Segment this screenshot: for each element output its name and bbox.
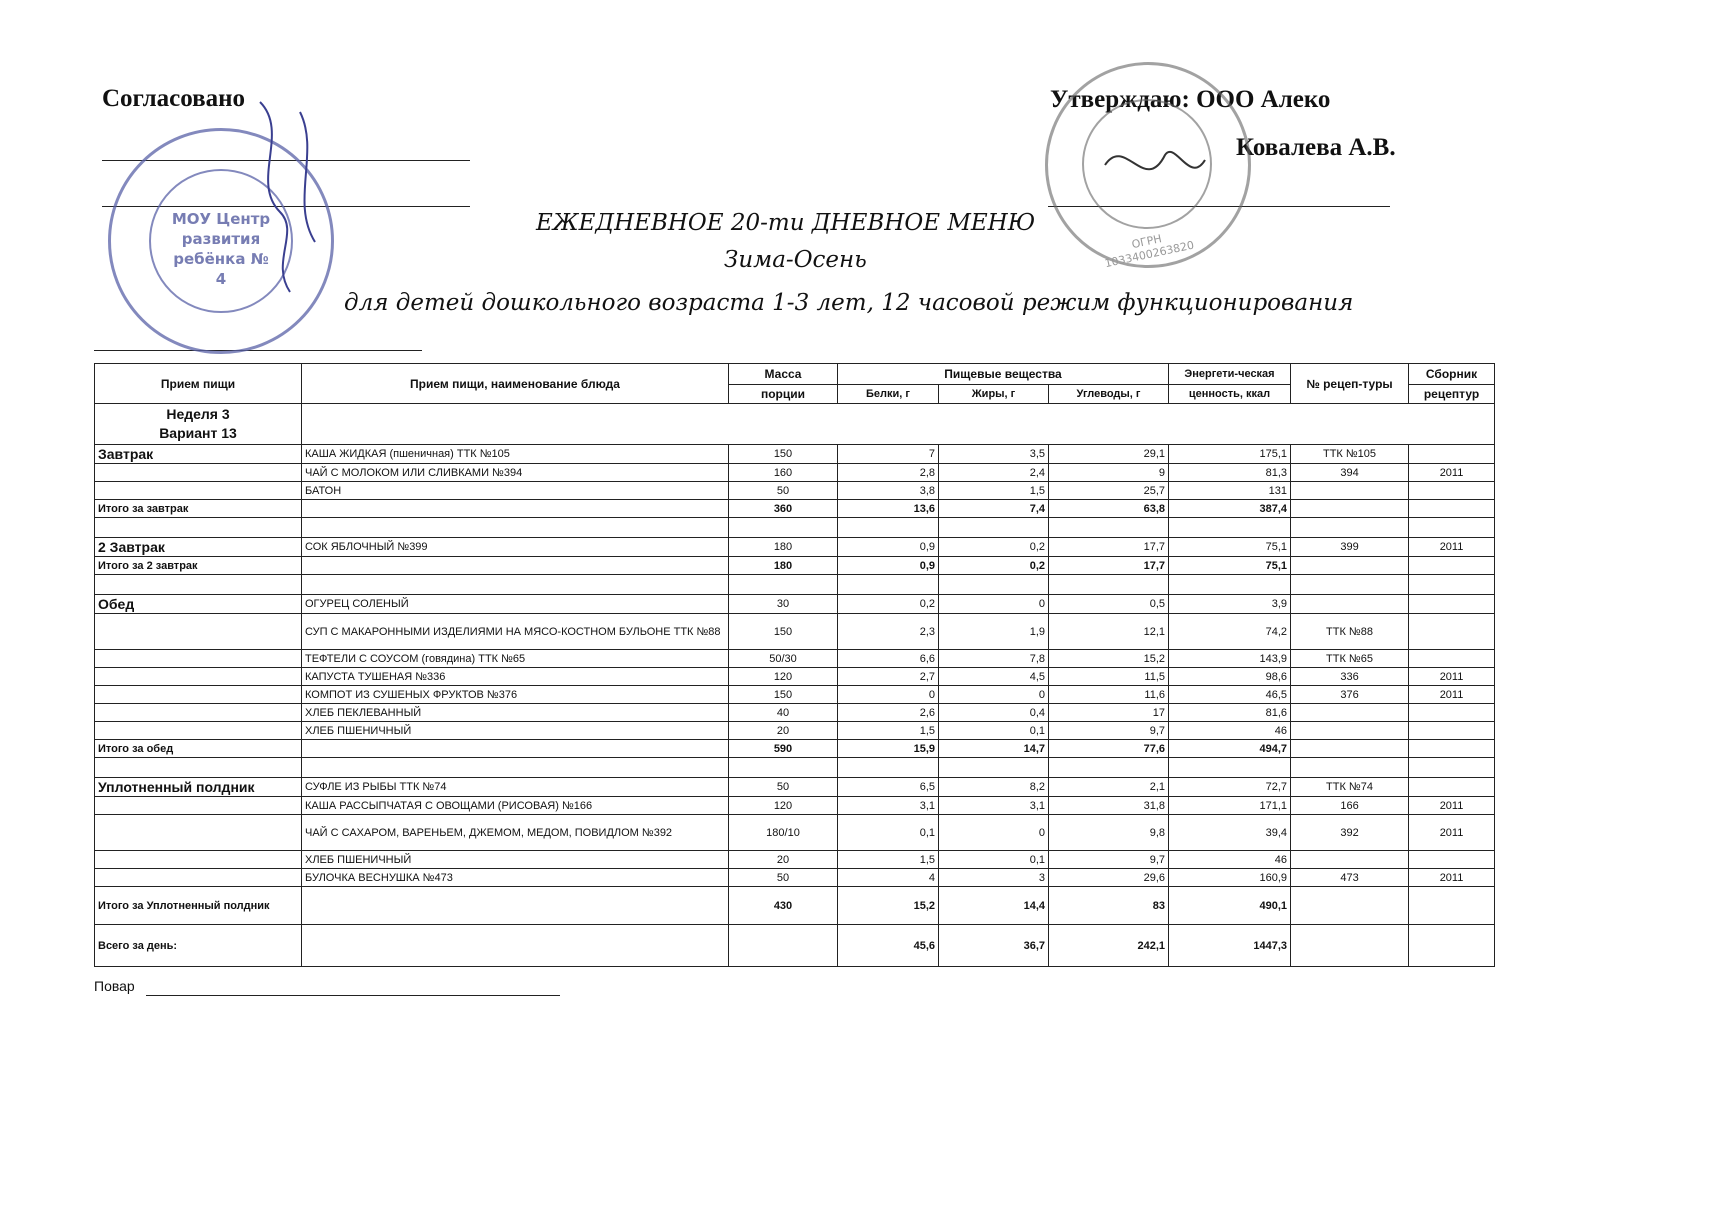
protein-cell: 15,9 bbox=[838, 740, 939, 758]
recipe-cell: 392 bbox=[1291, 815, 1409, 851]
mass-cell: 360 bbox=[729, 500, 838, 518]
recipe-cell bbox=[1291, 500, 1409, 518]
energy-cell: 171,1 bbox=[1169, 797, 1291, 815]
spacer-row bbox=[95, 758, 1495, 778]
meal-cell: Всего за день: bbox=[95, 925, 302, 967]
meal-cell bbox=[95, 614, 302, 650]
energy-cell: 160,9 bbox=[1169, 869, 1291, 887]
fat-cell: 1,9 bbox=[939, 614, 1049, 650]
recipe-cell: 166 bbox=[1291, 797, 1409, 815]
collection-cell bbox=[1409, 614, 1495, 650]
protein-cell: 0,2 bbox=[838, 595, 939, 614]
fat-cell: 0 bbox=[939, 686, 1049, 704]
fat-cell: 14,4 bbox=[939, 887, 1049, 925]
carbs-cell: 11,5 bbox=[1049, 668, 1169, 686]
dish-cell: ХЛЕБ ПШЕНИЧНЫЙ bbox=[302, 722, 729, 740]
protein-cell: 7 bbox=[838, 445, 939, 464]
recipe-cell bbox=[1291, 887, 1409, 925]
col-energy-header: Энергети-ческая bbox=[1169, 364, 1291, 385]
mass-cell: 50 bbox=[729, 778, 838, 797]
meal-cell bbox=[95, 722, 302, 740]
dish-cell: ХЛЕБ ПЕКЛЕВАННЫЙ bbox=[302, 704, 729, 722]
fat-cell: 0,1 bbox=[939, 851, 1049, 869]
protein-cell: 13,6 bbox=[838, 500, 939, 518]
col-protein-header: Белки, г bbox=[838, 385, 939, 404]
energy-cell: 46 bbox=[1169, 851, 1291, 869]
mass-cell: 430 bbox=[729, 887, 838, 925]
energy-cell: 39,4 bbox=[1169, 815, 1291, 851]
meal-cell bbox=[95, 464, 302, 482]
dish-cell bbox=[302, 500, 729, 518]
mass-cell bbox=[729, 925, 838, 967]
carbs-cell: 17,7 bbox=[1049, 557, 1169, 575]
cook-label: Повар bbox=[94, 978, 135, 994]
carbs-cell: 2,1 bbox=[1049, 778, 1169, 797]
collection-cell bbox=[1409, 704, 1495, 722]
mass-cell: 150 bbox=[729, 445, 838, 464]
fat-cell: 0,2 bbox=[939, 557, 1049, 575]
fat-cell: 8,2 bbox=[939, 778, 1049, 797]
meal-cell bbox=[95, 704, 302, 722]
collection-cell: 2011 bbox=[1409, 668, 1495, 686]
collection-cell bbox=[1409, 482, 1495, 500]
col-recipe-header: № рецеп-туры bbox=[1291, 364, 1409, 404]
stamp-text: МОУ Центр развития ребёнка № 4 bbox=[171, 210, 271, 288]
week-cell bbox=[95, 404, 302, 445]
meal-cell: Обед bbox=[95, 595, 302, 614]
mass-cell: 160 bbox=[729, 464, 838, 482]
protein-cell: 6,5 bbox=[838, 778, 939, 797]
recipe-cell: 394 bbox=[1291, 464, 1409, 482]
total-row bbox=[95, 925, 1495, 967]
collection-cell bbox=[1409, 445, 1495, 464]
meal-cell bbox=[95, 797, 302, 815]
table-row bbox=[95, 704, 1495, 722]
col-mass-header-2: порции bbox=[729, 385, 838, 404]
table-row bbox=[95, 851, 1495, 869]
table-row bbox=[95, 686, 1495, 704]
dish-cell: БУЛОЧКА ВЕСНУШКА №473 bbox=[302, 869, 729, 887]
dish-cell: ХЛЕБ ПШЕНИЧНЫЙ bbox=[302, 851, 729, 869]
col-carbs-header: Углеводы, г bbox=[1049, 385, 1169, 404]
fat-cell: 3 bbox=[939, 869, 1049, 887]
document-subtitle: для детей дошкольного возраста 1-3 лет, 12 часовой режим функционирования bbox=[344, 290, 1354, 316]
table-row bbox=[95, 445, 1495, 464]
meal-cell bbox=[95, 686, 302, 704]
mass-cell: 40 bbox=[729, 704, 838, 722]
carbs-cell: 77,6 bbox=[1049, 740, 1169, 758]
protein-cell: 3,1 bbox=[838, 797, 939, 815]
mass-cell: 50 bbox=[729, 869, 838, 887]
protein-cell: 45,6 bbox=[838, 925, 939, 967]
total-row bbox=[95, 740, 1495, 758]
fat-cell: 7,4 bbox=[939, 500, 1049, 518]
dish-cell: СУП С МАКАРОННЫМИ ИЗДЕЛИЯМИ НА МЯСО-КОСТНОМ БУЛЬОНЕ ТТК №88 bbox=[302, 614, 729, 650]
protein-cell: 1,5 bbox=[838, 722, 939, 740]
carbs-cell: 9,7 bbox=[1049, 722, 1169, 740]
fat-cell: 36,7 bbox=[939, 925, 1049, 967]
dish-cell bbox=[302, 887, 729, 925]
dish-cell bbox=[302, 925, 729, 967]
fat-cell: 3,5 bbox=[939, 445, 1049, 464]
agreed-label: Согласовано bbox=[102, 85, 246, 112]
energy-cell: 490,1 bbox=[1169, 887, 1291, 925]
fat-cell: 4,5 bbox=[939, 668, 1049, 686]
mass-cell: 180 bbox=[729, 557, 838, 575]
collection-cell bbox=[1409, 557, 1495, 575]
protein-cell: 6,6 bbox=[838, 650, 939, 668]
signature-scribble bbox=[230, 92, 350, 332]
fat-cell: 0 bbox=[939, 595, 1049, 614]
approver-name: Ковалева А.В. bbox=[1236, 134, 1396, 161]
recipe-cell bbox=[1291, 595, 1409, 614]
meal-cell bbox=[95, 650, 302, 668]
protein-cell: 2,3 bbox=[838, 614, 939, 650]
recipe-cell bbox=[1291, 704, 1409, 722]
carbs-cell: 0,5 bbox=[1049, 595, 1169, 614]
fat-cell: 2,4 bbox=[939, 464, 1049, 482]
energy-cell: 72,7 bbox=[1169, 778, 1291, 797]
col-fat-header: Жиры, г bbox=[939, 385, 1049, 404]
carbs-cell: 29,6 bbox=[1049, 869, 1169, 887]
collection-cell bbox=[1409, 778, 1495, 797]
fat-cell: 0,1 bbox=[939, 722, 1049, 740]
meal-cell: Уплотненный полдник bbox=[95, 778, 302, 797]
recipe-cell bbox=[1291, 557, 1409, 575]
dish-cell: ЧАЙ С МОЛОКОМ ИЛИ СЛИВКАМИ №394 bbox=[302, 464, 729, 482]
stamp-text: ОГРН 1033400263820 bbox=[1103, 232, 1196, 271]
collection-cell: 2011 bbox=[1409, 538, 1495, 557]
carbs-cell: 31,8 bbox=[1049, 797, 1169, 815]
total-row bbox=[95, 500, 1495, 518]
recipe-cell: 376 bbox=[1291, 686, 1409, 704]
mass-cell: 20 bbox=[729, 851, 838, 869]
collection-cell: 2011 bbox=[1409, 815, 1495, 851]
carbs-cell: 29,1 bbox=[1049, 445, 1169, 464]
col-nutrients-header: Пищевые вещества bbox=[838, 364, 1169, 385]
mass-cell: 30 bbox=[729, 595, 838, 614]
energy-cell: 387,4 bbox=[1169, 500, 1291, 518]
collection-cell bbox=[1409, 595, 1495, 614]
meal-cell bbox=[95, 815, 302, 851]
carbs-cell: 83 bbox=[1049, 887, 1169, 925]
protein-cell: 2,6 bbox=[838, 704, 939, 722]
carbs-cell: 242,1 bbox=[1049, 925, 1169, 967]
dish-cell: СОК ЯБЛОЧНЫЙ №399 bbox=[302, 538, 729, 557]
recipe-cell: 399 bbox=[1291, 538, 1409, 557]
col-dish-header: Прием пищи, наименование блюда bbox=[302, 364, 729, 404]
mass-cell: 180/10 bbox=[729, 815, 838, 851]
table-row bbox=[95, 797, 1495, 815]
recipe-cell: ТТК №74 bbox=[1291, 778, 1409, 797]
energy-cell: 46 bbox=[1169, 722, 1291, 740]
table-row bbox=[95, 614, 1495, 650]
protein-cell: 0,1 bbox=[838, 815, 939, 851]
total-row bbox=[95, 887, 1495, 925]
table-row bbox=[95, 778, 1495, 797]
collection-cell bbox=[1409, 722, 1495, 740]
energy-cell: 1447,3 bbox=[1169, 925, 1291, 967]
collection-cell: 2011 bbox=[1409, 869, 1495, 887]
table-row bbox=[95, 482, 1495, 500]
energy-cell: 143,9 bbox=[1169, 650, 1291, 668]
collection-cell bbox=[1409, 650, 1495, 668]
mass-cell: 180 bbox=[729, 538, 838, 557]
table-row bbox=[95, 464, 1495, 482]
dish-cell: ТЕФТЕЛИ С СОУСОМ (говядина) ТТК №65 bbox=[302, 650, 729, 668]
meal-cell bbox=[95, 482, 302, 500]
table-row bbox=[95, 815, 1495, 851]
dish-cell: КОМПОТ ИЗ СУШЕНЫХ ФРУКТОВ №376 bbox=[302, 686, 729, 704]
carbs-cell: 17,7 bbox=[1049, 538, 1169, 557]
meal-cell: Итого за завтрак bbox=[95, 500, 302, 518]
carbs-cell: 12,1 bbox=[1049, 614, 1169, 650]
dish-cell: КАША РАССЫПЧАТАЯ С ОВОЩАМИ (РИСОВАЯ) №166 bbox=[302, 797, 729, 815]
dish-cell bbox=[302, 740, 729, 758]
mass-cell: 50/30 bbox=[729, 650, 838, 668]
collection-cell: 2011 bbox=[1409, 797, 1495, 815]
collection-cell: 2011 bbox=[1409, 464, 1495, 482]
col-mass-header: Масса bbox=[729, 364, 838, 385]
mass-cell: 20 bbox=[729, 722, 838, 740]
protein-cell: 1,5 bbox=[838, 851, 939, 869]
fat-cell: 0 bbox=[939, 815, 1049, 851]
collection-cell bbox=[1409, 500, 1495, 518]
recipe-cell bbox=[1291, 482, 1409, 500]
meal-cell bbox=[95, 668, 302, 686]
collection-cell bbox=[1409, 851, 1495, 869]
mass-cell: 150 bbox=[729, 614, 838, 650]
carbs-cell: 63,8 bbox=[1049, 500, 1169, 518]
energy-cell: 81,6 bbox=[1169, 704, 1291, 722]
energy-cell: 98,6 bbox=[1169, 668, 1291, 686]
collection-cell: 2011 bbox=[1409, 686, 1495, 704]
meal-cell: Итого за обед bbox=[95, 740, 302, 758]
dish-cell bbox=[302, 557, 729, 575]
energy-cell: 81,3 bbox=[1169, 464, 1291, 482]
energy-cell: 75,1 bbox=[1169, 538, 1291, 557]
mass-cell: 120 bbox=[729, 797, 838, 815]
col-collection-header-2: рецептур bbox=[1409, 385, 1495, 404]
protein-cell: 2,7 bbox=[838, 668, 939, 686]
recipe-cell: ТТК №65 bbox=[1291, 650, 1409, 668]
carbs-cell: 15,2 bbox=[1049, 650, 1169, 668]
protein-cell: 0 bbox=[838, 686, 939, 704]
season-title: Зима-Осень bbox=[724, 247, 867, 273]
meal-cell: Итого за 2 завтрак bbox=[95, 557, 302, 575]
energy-cell: 494,7 bbox=[1169, 740, 1291, 758]
dish-cell: СУФЛЕ ИЗ РЫБЫ ТТК №74 bbox=[302, 778, 729, 797]
spacer-row bbox=[95, 575, 1495, 595]
dish-cell: ЧАЙ С САХАРОМ, ВАРЕНЬЕМ, ДЖЕМОМ, МЕДОМ, ПОВИДЛОМ №392 bbox=[302, 815, 729, 851]
menu-table bbox=[94, 363, 1495, 967]
spacer-row bbox=[95, 518, 1495, 538]
signature-scribble bbox=[1095, 125, 1215, 205]
meal-cell bbox=[95, 851, 302, 869]
energy-cell: 131 bbox=[1169, 482, 1291, 500]
protein-cell: 2,8 bbox=[838, 464, 939, 482]
fat-cell: 7,8 bbox=[939, 650, 1049, 668]
approved-label: Утверждаю: ООО Алеко bbox=[1050, 86, 1331, 113]
table-row bbox=[95, 650, 1495, 668]
energy-cell: 46,5 bbox=[1169, 686, 1291, 704]
mass-cell: 50 bbox=[729, 482, 838, 500]
recipe-cell: 336 bbox=[1291, 668, 1409, 686]
cook-signature-line bbox=[146, 995, 560, 996]
meal-cell: Итого за Уплотненный полдник bbox=[95, 887, 302, 925]
protein-cell: 3,8 bbox=[838, 482, 939, 500]
carbs-cell: 25,7 bbox=[1049, 482, 1169, 500]
protein-cell: 0,9 bbox=[838, 538, 939, 557]
collection-cell bbox=[1409, 925, 1495, 967]
table-row bbox=[95, 722, 1495, 740]
mass-cell: 150 bbox=[729, 686, 838, 704]
recipe-cell bbox=[1291, 925, 1409, 967]
carbs-cell: 9 bbox=[1049, 464, 1169, 482]
col-meal-header: Прием пищи bbox=[95, 364, 302, 404]
fat-cell: 14,7 bbox=[939, 740, 1049, 758]
carbs-cell: 17 bbox=[1049, 704, 1169, 722]
signature-line bbox=[94, 350, 422, 351]
table-row bbox=[95, 595, 1495, 614]
variant-label: Вариант 13 bbox=[159, 425, 237, 441]
fat-cell: 1,5 bbox=[939, 482, 1049, 500]
dish-cell: КАША ЖИДКАЯ (пшеничная) ТТК №105 bbox=[302, 445, 729, 464]
meal-cell: 2 Завтрак bbox=[95, 538, 302, 557]
recipe-cell bbox=[1291, 722, 1409, 740]
week-label: Неделя 3 bbox=[166, 406, 230, 422]
carbs-cell: 9,8 bbox=[1049, 815, 1169, 851]
fat-cell: 0,4 bbox=[939, 704, 1049, 722]
mass-cell: 120 bbox=[729, 668, 838, 686]
protein-cell: 4 bbox=[838, 869, 939, 887]
total-row bbox=[95, 557, 1495, 575]
dish-cell: ОГУРЕЦ СОЛЕНЫЙ bbox=[302, 595, 729, 614]
fat-cell: 0,2 bbox=[939, 538, 1049, 557]
recipe-cell bbox=[1291, 851, 1409, 869]
energy-cell: 3,9 bbox=[1169, 595, 1291, 614]
meal-cell: Завтрак bbox=[95, 445, 302, 464]
protein-cell: 15,2 bbox=[838, 887, 939, 925]
mass-cell: 590 bbox=[729, 740, 838, 758]
fat-cell: 3,1 bbox=[939, 797, 1049, 815]
collection-cell bbox=[1409, 887, 1495, 925]
col-energy-header-2: ценность, ккал bbox=[1169, 385, 1291, 404]
energy-cell: 74,2 bbox=[1169, 614, 1291, 650]
energy-cell: 175,1 bbox=[1169, 445, 1291, 464]
recipe-cell bbox=[1291, 740, 1409, 758]
protein-cell: 0,9 bbox=[838, 557, 939, 575]
dish-cell: БАТОН bbox=[302, 482, 729, 500]
document-title: ЕЖЕДНЕВНОЕ 20-ти ДНЕВНОЕ МЕНЮ bbox=[536, 210, 1036, 236]
collection-cell bbox=[1409, 740, 1495, 758]
dish-cell: КАПУСТА ТУШЕНАЯ №336 bbox=[302, 668, 729, 686]
meal-cell bbox=[95, 869, 302, 887]
energy-cell: 75,1 bbox=[1169, 557, 1291, 575]
recipe-cell: 473 bbox=[1291, 869, 1409, 887]
table-row bbox=[95, 668, 1495, 686]
carbs-cell: 9,7 bbox=[1049, 851, 1169, 869]
recipe-cell: ТТК №105 bbox=[1291, 445, 1409, 464]
col-collection-header: Сборник bbox=[1409, 364, 1495, 385]
carbs-cell: 11,6 bbox=[1049, 686, 1169, 704]
recipe-cell: ТТК №88 bbox=[1291, 614, 1409, 650]
table-row bbox=[95, 538, 1495, 557]
table-row bbox=[95, 869, 1495, 887]
